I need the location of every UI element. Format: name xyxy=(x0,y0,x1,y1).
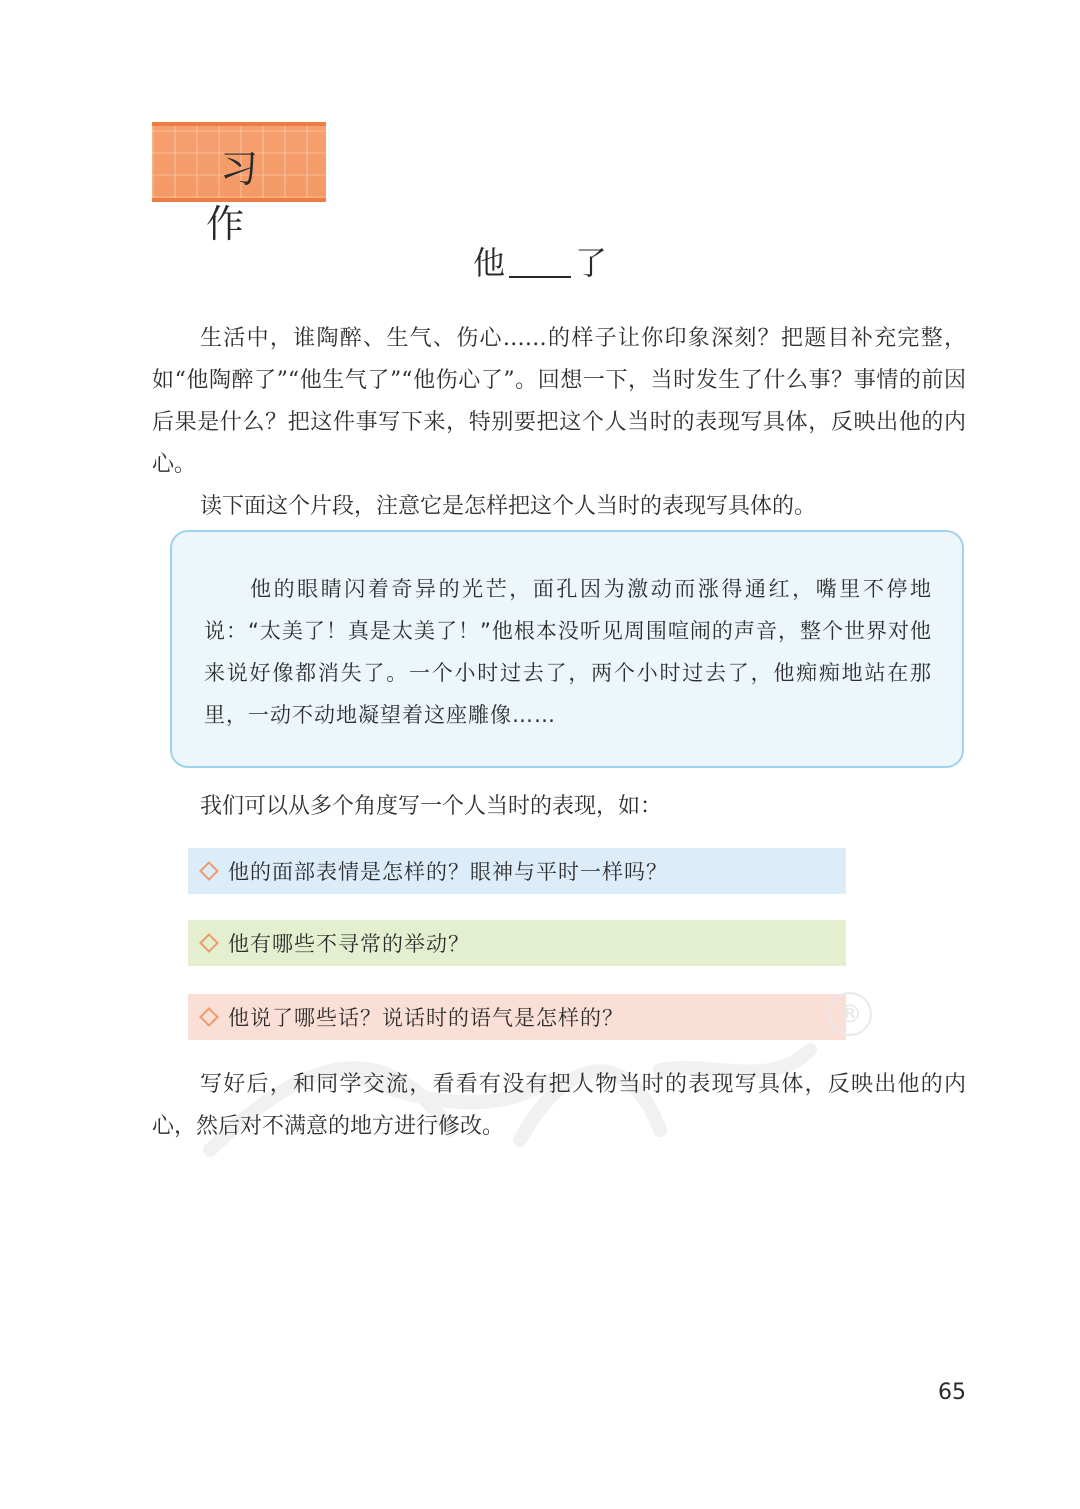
title-prefix: 他 xyxy=(472,244,505,282)
prompt-facial-expression xyxy=(188,848,846,894)
diamond-bullet-icon xyxy=(199,933,219,953)
closing-paragraph: 写好后，和同学交流，看看有没有把人物当时的表现写具体，反映出他的内心，然后对不满意的地方进行修改。 xyxy=(152,1072,966,1139)
title-blank xyxy=(509,250,571,278)
excerpt-text: 他的眼睛闪着奇异的光芒，面孔因为激动而涨得通红，嘴里不停地说：“太美了！真是太美了！”他根本没听见周围喧闹的声音，整个世界对他来说好像都消失了。一个小时过去了，两个小时过去了，他痴痴地站在那里，一动不动地凝望着这座雕像…… xyxy=(204,577,932,727)
diamond-bullet-icon xyxy=(199,861,219,881)
composition-title xyxy=(0,238,1080,284)
angles-intro-paragraph: 我们可以从多个角度写一个人当时的表现，如： xyxy=(200,794,663,819)
excerpt-box xyxy=(170,530,964,768)
prompt-text: 他的面部表情是怎样的？眼神与平时一样吗？ xyxy=(228,860,668,884)
prompt-actions xyxy=(188,920,846,966)
instruction-paragraph: 生活中，谁陶醉、生气、伤心……的样子让你印象深刻？把题目补充完整，如“他陶醉了”“他生气了”“他伤心了”。回想一下，当时发生了什么事？事情的前因后果是什么？把这件事写下来，特别要把这个人当时的表现写具体，反映出他的内心。 xyxy=(152,326,966,477)
diamond-bullet-icon xyxy=(199,1007,219,1027)
prompt-speech xyxy=(188,994,846,1040)
section-badge xyxy=(152,122,326,246)
prompt-text: 他有哪些不寻常的举动？ xyxy=(228,932,470,956)
reading-prompt-paragraph: 读下面这个片段，注意它是怎样把这个人当时的表现写具体的。 xyxy=(200,494,817,519)
prompt-text: 他说了哪些话？说话时的语气是怎样的？ xyxy=(228,1006,624,1030)
section-label: 习 作 xyxy=(205,147,286,246)
page-number: 65 xyxy=(938,1380,966,1405)
title-suffix: 了 xyxy=(575,244,608,282)
registered-mark-icon: ® xyxy=(828,992,872,1036)
